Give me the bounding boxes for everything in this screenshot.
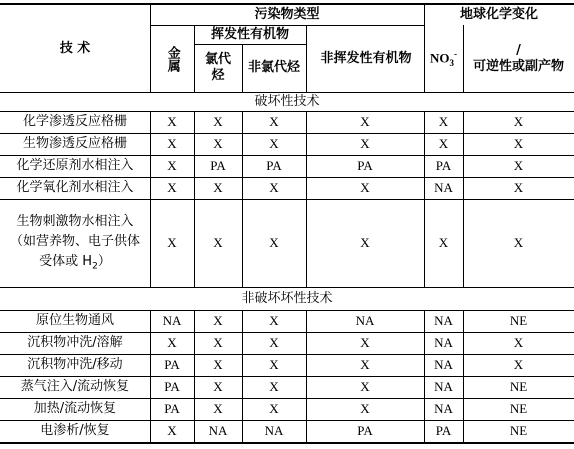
row-value: X bbox=[513, 235, 524, 251]
header-nonvolatile-organic: 非挥发性有机物 bbox=[320, 50, 412, 66]
tech-line-3-sub: 2 bbox=[92, 261, 98, 272]
row-value: X bbox=[269, 180, 279, 196]
row-value: X bbox=[513, 136, 524, 152]
row-value: X bbox=[269, 335, 279, 351]
row-value: NA bbox=[434, 313, 453, 329]
row-value: X bbox=[360, 335, 370, 351]
header-tech: 技 术 bbox=[59, 40, 91, 56]
row-value: X bbox=[438, 136, 449, 152]
row-value: NA bbox=[264, 423, 284, 439]
row-tech-label: 化学氧化剂水相注入 bbox=[16, 180, 134, 196]
header-no3-base: NO bbox=[430, 49, 450, 65]
row-value: X bbox=[213, 357, 223, 373]
row-value: PA bbox=[357, 423, 373, 439]
row-value: X bbox=[167, 423, 177, 439]
rule-bottom bbox=[0, 442, 574, 444]
row-value: NA bbox=[434, 401, 453, 417]
row-value: PA bbox=[435, 158, 452, 174]
row-value: PA bbox=[210, 158, 226, 174]
header-geo-title: 地球化学变化 bbox=[459, 7, 538, 23]
row-value: PA bbox=[164, 401, 180, 417]
header-metal: 金属 bbox=[164, 45, 180, 72]
tech-line-1: 生物刺激物水相注入 bbox=[16, 213, 134, 229]
header-no3-sup: - bbox=[454, 48, 457, 59]
row-tech-label: 生物渗透反应格栅 bbox=[22, 136, 127, 152]
row-value: X bbox=[360, 357, 370, 373]
row-value: NA bbox=[162, 313, 182, 329]
row-value: X bbox=[360, 401, 370, 417]
row-value: NE bbox=[509, 423, 528, 439]
row-tech-label: 沉积物冲洗/移动 bbox=[27, 357, 123, 373]
row-value: X bbox=[167, 158, 177, 174]
row-value: X bbox=[167, 180, 177, 196]
row-tech-label-multiline bbox=[0, 199, 150, 287]
row-value: NA bbox=[355, 313, 375, 329]
row-value: X bbox=[438, 114, 449, 130]
header-volatile-organic: 挥发性有机物 bbox=[210, 26, 289, 42]
row-value: X bbox=[269, 401, 279, 417]
row-value: X bbox=[269, 357, 279, 373]
row-value: PA bbox=[435, 423, 452, 439]
row-value: PA bbox=[164, 379, 180, 395]
row-value: X bbox=[269, 379, 279, 395]
row-value: X bbox=[213, 114, 223, 130]
row-value: NE bbox=[509, 401, 528, 417]
row-value: X bbox=[167, 335, 177, 351]
row-value: X bbox=[167, 136, 177, 152]
header-chlorinated: 氯代烃 bbox=[204, 52, 231, 83]
row-value: PA bbox=[164, 357, 180, 373]
tech-line-3 bbox=[39, 252, 111, 275]
row-value: X bbox=[360, 235, 370, 251]
row-tech-label: 蒸气注入/流动恢复 bbox=[20, 379, 130, 395]
row-value: NA bbox=[434, 379, 453, 395]
header-non-chlorinated: 非氯代烃 bbox=[248, 60, 301, 76]
row-value: PA bbox=[357, 158, 373, 174]
row-value: NA bbox=[434, 180, 453, 196]
row-value: NA bbox=[434, 335, 453, 351]
header-geo-slash: / bbox=[516, 42, 521, 58]
row-tech-label: 化学渗透反应格栅 bbox=[22, 114, 127, 130]
header-geo-sub: 可逆性或副产物 bbox=[472, 58, 564, 74]
row-tech-label: 沉积物冲洗/溶解 bbox=[27, 335, 123, 351]
row-value: X bbox=[213, 180, 223, 196]
tech-line-3-text: 受体或 H bbox=[39, 253, 93, 269]
vrule-vol-header bbox=[306, 25, 307, 92]
row-value: X bbox=[269, 313, 279, 329]
row-value: X bbox=[360, 180, 370, 196]
row-value: X bbox=[269, 114, 279, 130]
row-value: X bbox=[213, 313, 223, 329]
header-no3-sub: 3 bbox=[449, 57, 454, 68]
row-value: X bbox=[213, 401, 223, 417]
tech-line-3-close: ） bbox=[97, 253, 111, 269]
section-destructive-title: 破坏性技术 bbox=[254, 93, 320, 109]
row-value: X bbox=[269, 136, 279, 152]
row-value: X bbox=[213, 235, 223, 251]
row-value: X bbox=[167, 235, 177, 251]
header-pollutant-type: 污染物类型 bbox=[254, 7, 320, 23]
row-value: X bbox=[513, 357, 524, 373]
row-value: X bbox=[213, 379, 223, 395]
row-tech-label: 原位生物通风 bbox=[35, 313, 114, 329]
row-value: NE bbox=[509, 379, 528, 395]
row-value: X bbox=[167, 114, 177, 130]
vrule-chl-header bbox=[242, 44, 243, 92]
row-value: X bbox=[360, 114, 370, 130]
row-value: PA bbox=[266, 158, 282, 174]
row-value: NE bbox=[509, 313, 528, 329]
section-nondestructive-title: 非破坏坏性技术 bbox=[241, 290, 333, 306]
row-tech-label: 加热/流动恢复 bbox=[33, 401, 117, 417]
row-value: NA bbox=[208, 423, 228, 439]
row-value: X bbox=[438, 235, 449, 251]
header-no3 bbox=[424, 25, 463, 92]
row-value: X bbox=[360, 136, 370, 152]
row-value: X bbox=[269, 235, 279, 251]
row-value: X bbox=[513, 114, 524, 130]
tech-line-2: （如营养物、电子供体 bbox=[9, 233, 140, 249]
row-tech-label: 电渗析/恢复 bbox=[40, 423, 110, 439]
row-value: NA bbox=[434, 357, 453, 373]
row-value: X bbox=[213, 136, 223, 152]
row-value: X bbox=[360, 379, 370, 395]
row-value: X bbox=[513, 335, 524, 351]
header-geo-sub-block bbox=[463, 25, 574, 92]
row-value: X bbox=[513, 180, 524, 196]
row-value: X bbox=[213, 335, 223, 351]
row-value: X bbox=[513, 158, 524, 174]
row-tech-label: 化学还原剂水相注入 bbox=[16, 158, 134, 174]
